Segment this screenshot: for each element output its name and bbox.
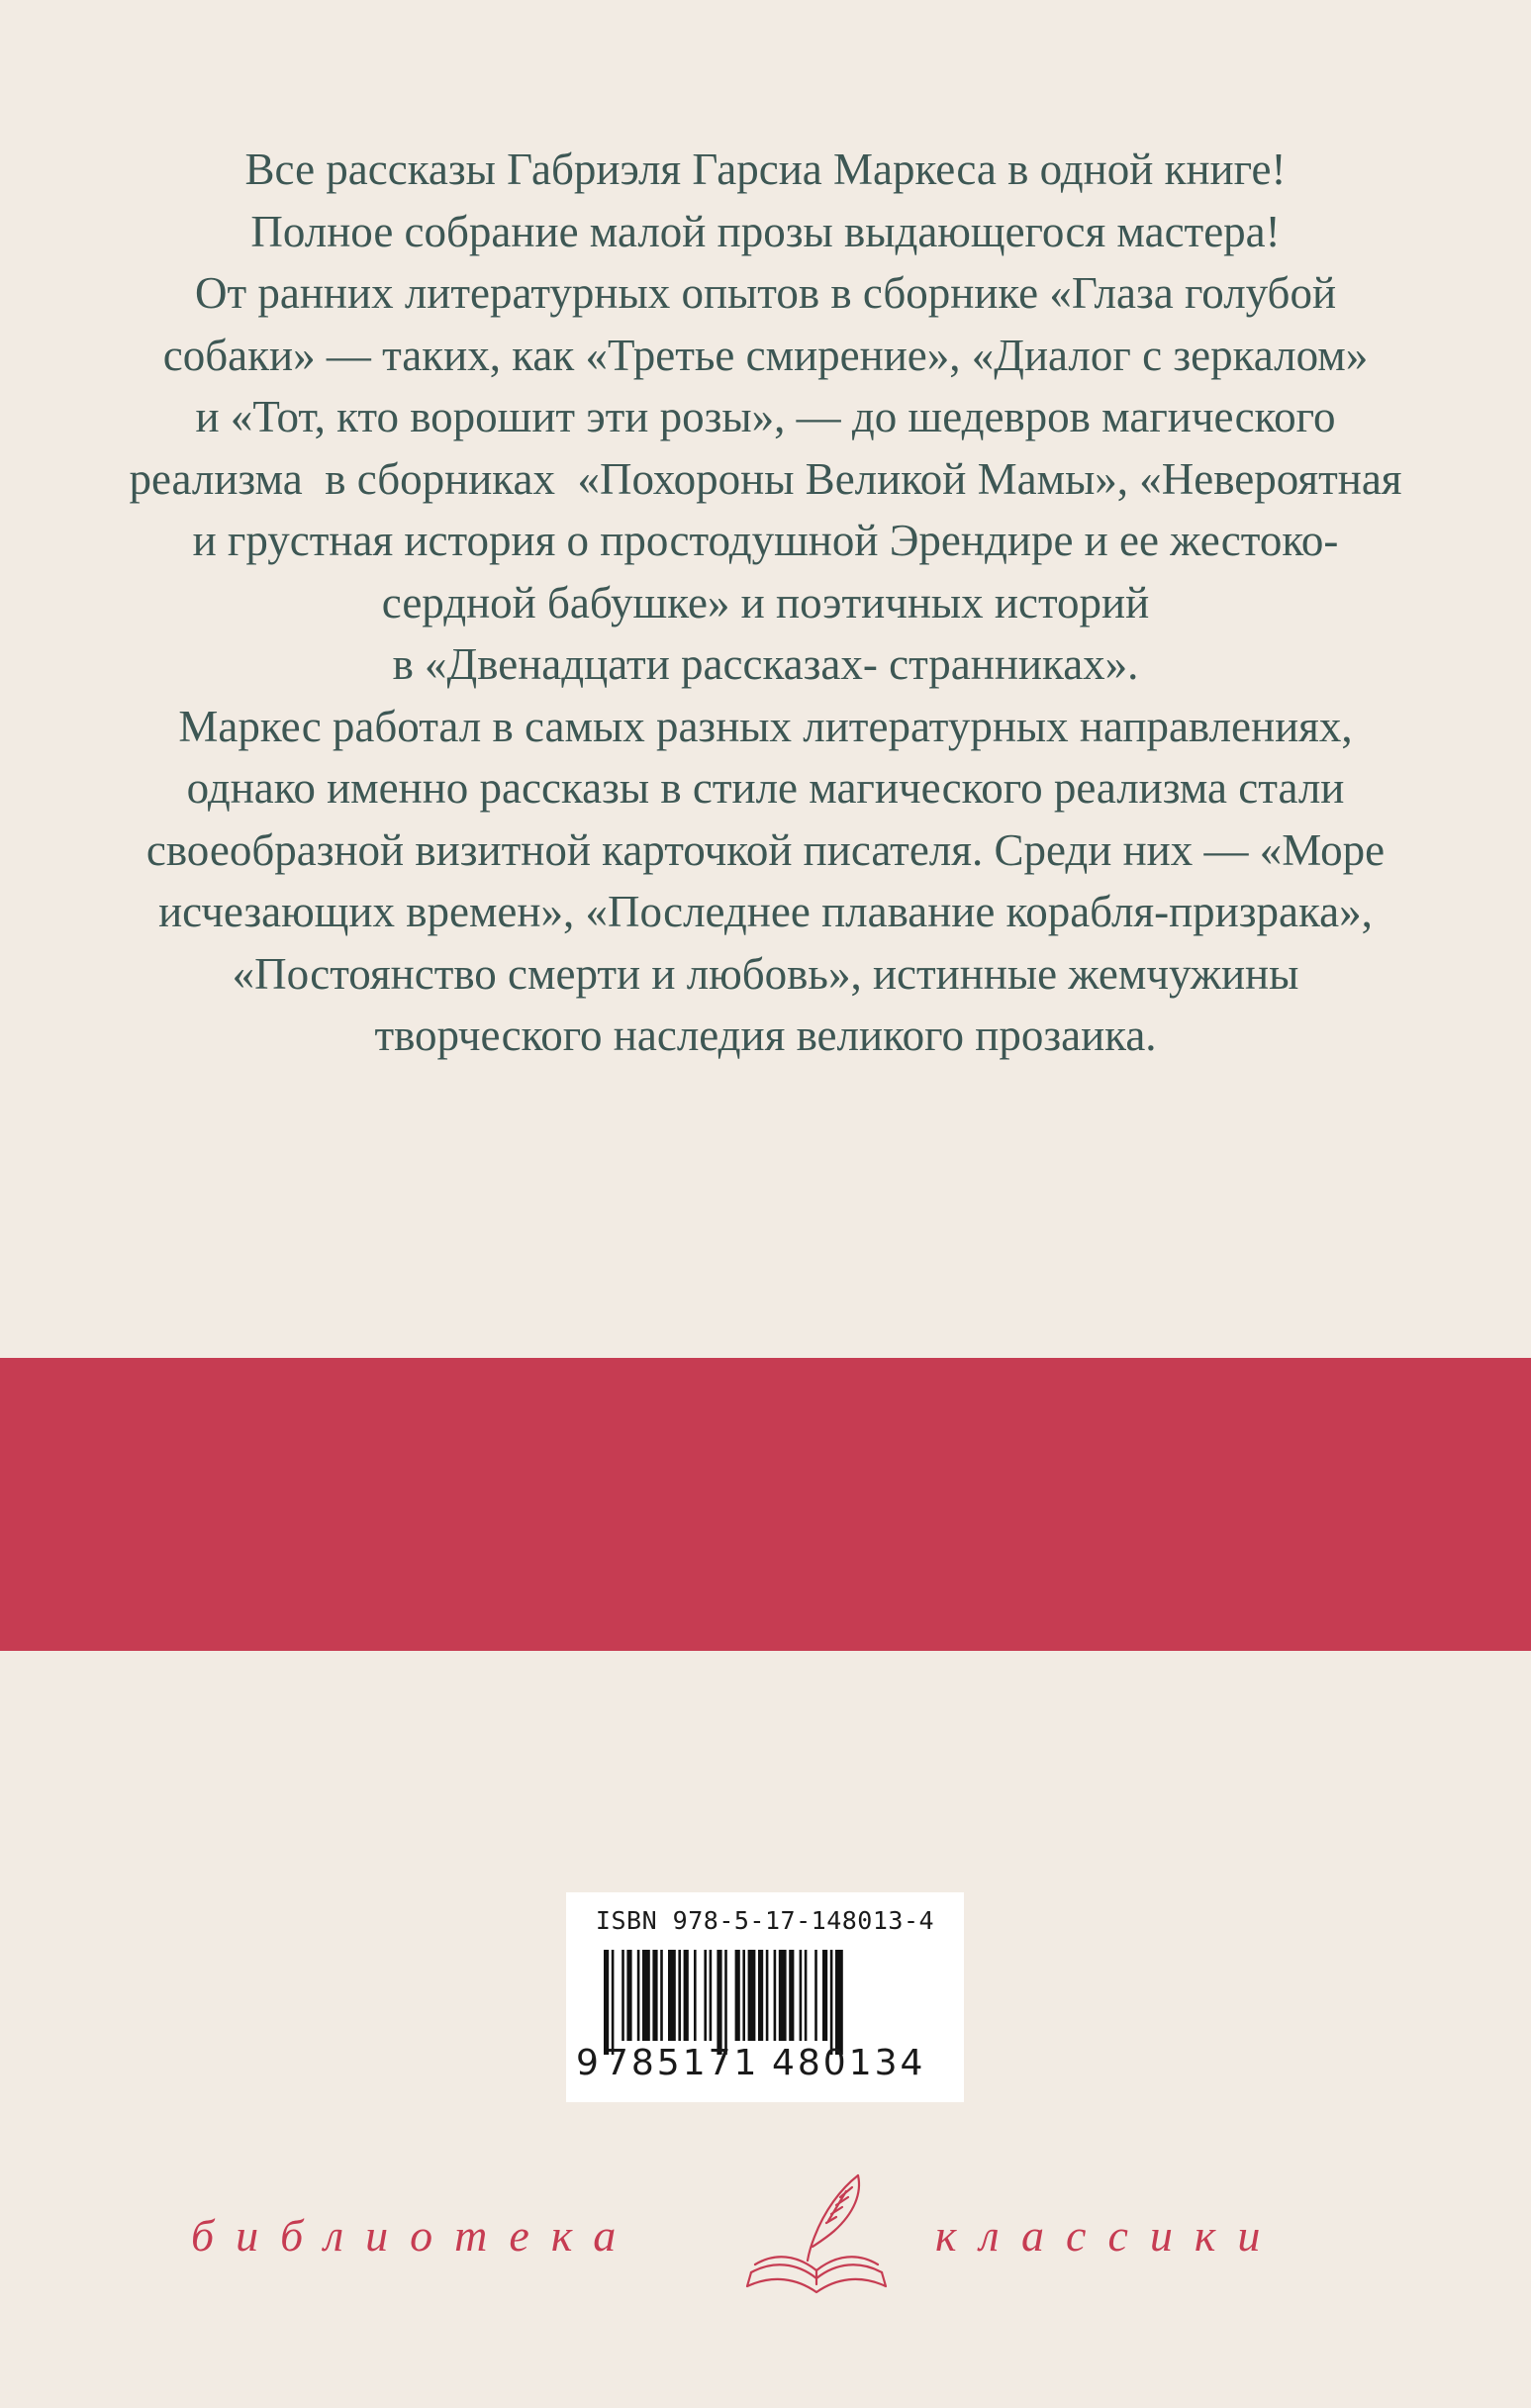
- annotation-text: [40, 139, 1491, 1067]
- isbn-label: ISBN 978-5-17-148013-4: [595, 1906, 935, 1935]
- annotation-line: своеобразной визитной карточкой писателя. Среди них — «Море: [145, 824, 1386, 875]
- barcode-guard-bar: [717, 1950, 721, 2055]
- annotation-line: в «Двенадцати рассказах- странниках».: [392, 639, 1139, 689]
- annotation-line: и «Тот, кто ворошит эти розы», — до шедевров магического: [195, 392, 1336, 441]
- barcode-bar: [748, 1950, 756, 2041]
- open-book-quill-icon: [737, 2167, 896, 2301]
- annotation-line: «Постоянство смерти и любовь», истинные жемчужины: [232, 948, 1299, 999]
- barcode-bar: [660, 1950, 663, 2041]
- barcode-bar: [800, 1950, 803, 2041]
- annotation-line: творческого наследия великого прозаика.: [374, 1011, 1157, 1060]
- barcode-bar: [626, 1950, 631, 2041]
- barcode-bar: [805, 1950, 808, 2041]
- annotation-line: собаки» — таких, как «Третье смирение», «Диалог с зеркалом»: [162, 330, 1369, 380]
- series-logo: [0, 2167, 1531, 2306]
- annotation-line: Все рассказы Габриэля Гарсиа Маркеса в одной книге!: [244, 144, 1287, 194]
- barcode-bar: [774, 1950, 777, 2041]
- annotation-line: От ранних литературных опытов в сборнике «Глаза голубой: [194, 268, 1337, 318]
- barcode-bar: [684, 1950, 689, 2041]
- barcode-bar: [735, 1950, 740, 2041]
- barcode-bar: [668, 1950, 676, 2041]
- barcode-bar: [789, 1950, 794, 2041]
- barcode-guard-bar: [612, 1950, 615, 2055]
- barcode-bar: [642, 1950, 650, 2041]
- barcode-bar: [822, 1950, 827, 2041]
- annotation-line: Маркес работал в самых разных литературных направлениях,: [178, 701, 1353, 751]
- barcode-digits-right: 480134: [772, 2043, 926, 2083]
- annotation-line: сердной бабушке» и поэтичных историй: [381, 577, 1150, 627]
- barcode-bar: [637, 1950, 640, 2041]
- barcode-digit-lead: 9: [576, 2043, 599, 2083]
- barcode-bar: [704, 1950, 707, 2041]
- barcode-guard-bar: [835, 1950, 843, 2055]
- barcode-bar: [758, 1950, 763, 2041]
- barcode-guard-bar: [604, 1950, 609, 2055]
- annotation-line: Полное собрание малой прозы выдающегося мастера!: [250, 206, 1281, 256]
- isbn-barcode: [566, 1892, 964, 2102]
- barcode-bar: [678, 1950, 681, 2041]
- annotation-line: исчезающих времен», «Последнее плавание корабля-призрака»,: [158, 887, 1373, 936]
- annotation-line: реализма в сборниках «Похороны Великой Мамы», «Невероятная: [129, 453, 1402, 504]
- barcode-bar: [766, 1950, 769, 2041]
- barcode-bar: [742, 1950, 745, 2041]
- barcode-bar: [622, 1950, 624, 2041]
- annotation-line: однако именно рассказы в стиле магического реализма стали: [186, 763, 1345, 813]
- barcode-bar: [814, 1950, 817, 2041]
- barcode-bar: [710, 1950, 713, 2041]
- annotation-line: и грустная история о простодушной Эрендире и ее жестоко-: [192, 516, 1339, 565]
- barcode-digits-left: 785171: [606, 2043, 760, 2083]
- barcode-bar: [694, 1950, 697, 2041]
- barcode-bar: [652, 1950, 657, 2041]
- barcode-bar: [779, 1950, 787, 2041]
- series-word-left: библиотека: [191, 2210, 638, 2261]
- barcode-guard-bar: [724, 1950, 727, 2055]
- barcode-guard-bar: [830, 1950, 833, 2055]
- decorative-red-band: [0, 1358, 1531, 1651]
- series-word-right: классики: [935, 2210, 1283, 2261]
